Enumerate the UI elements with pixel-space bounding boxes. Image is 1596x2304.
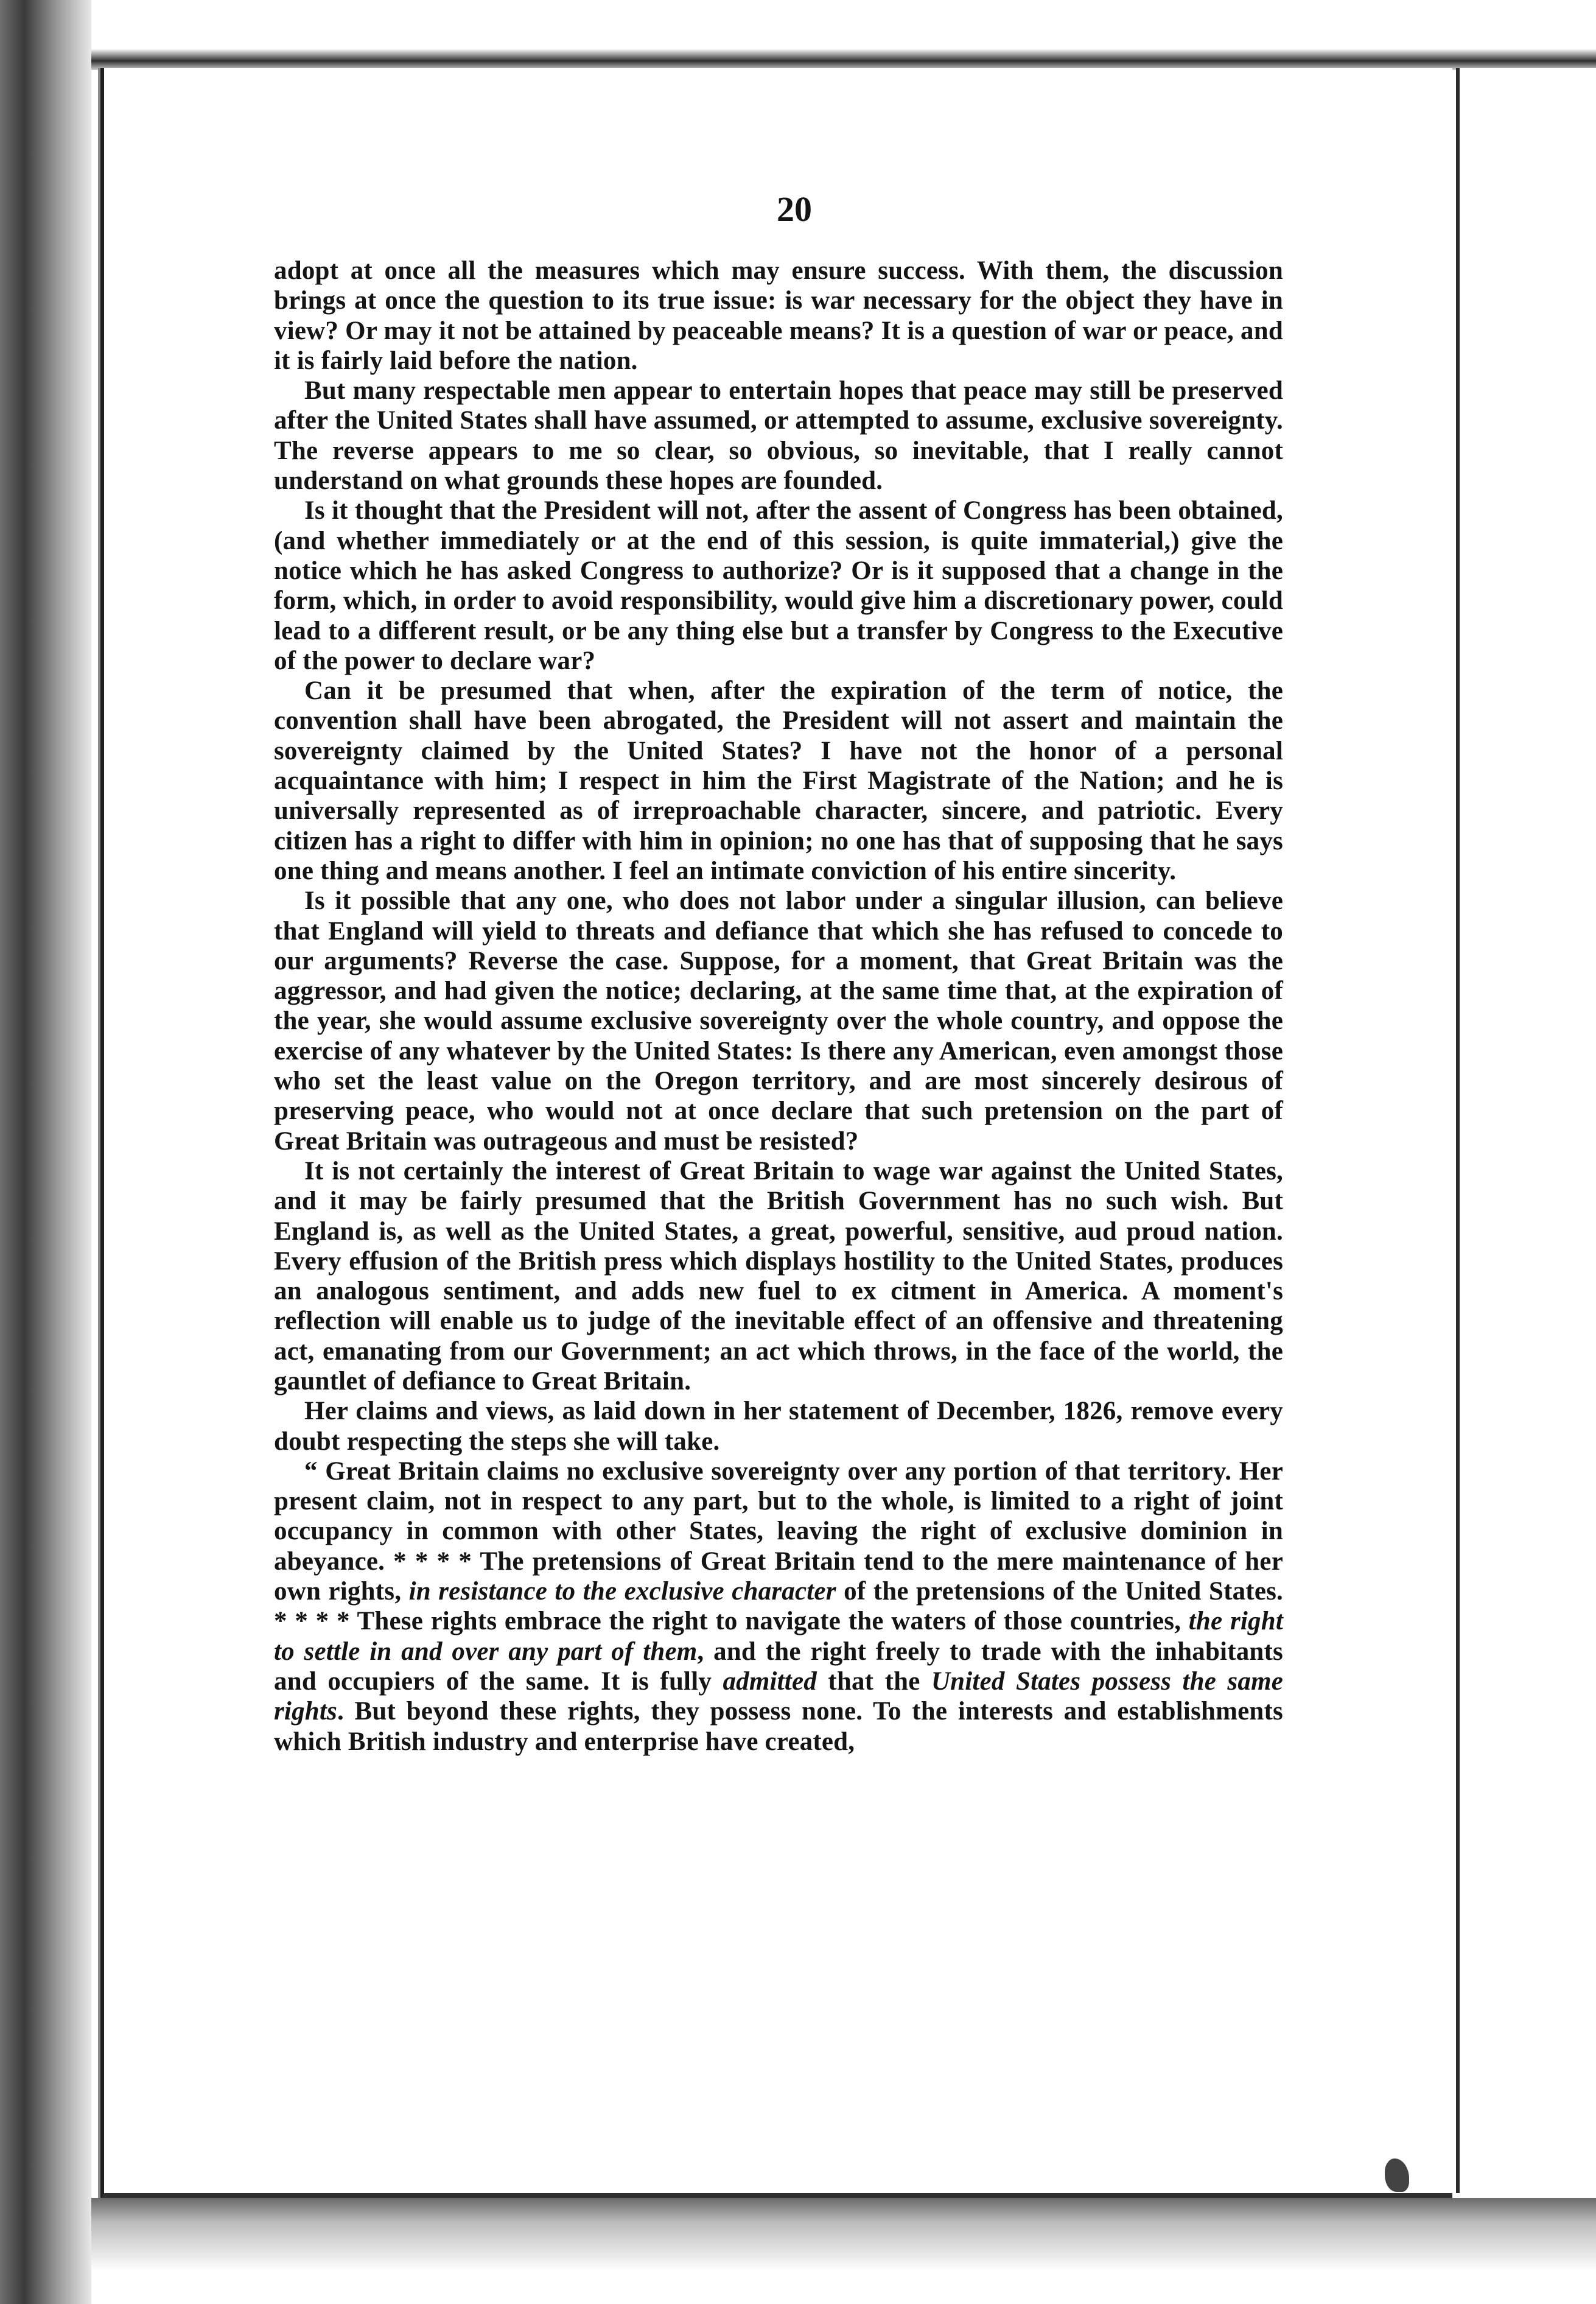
adjacent-page-edge xyxy=(1456,68,1596,2193)
text-run: “ Great Britain claims no exclusive sovereignty over any portion of that territory. Her present claim, not in respect to any part, but to the whole, is limited to a right of joint occupancy in common with other States, leaving the right of exclusive dominion in abeyance. * * * * The pretensions of Great Britain tend to the mere maintenance of her own rights, xyxy=(274,1456,1283,1606)
paragraph xyxy=(274,1156,1283,1396)
book-edge-top xyxy=(91,0,1596,70)
paragraph xyxy=(274,1396,1283,1456)
text-run: that the xyxy=(816,1667,931,1696)
text-run: . But beyond these rights, they possess none. To the interests and establishments which British industry and enterprise have created, xyxy=(274,1697,1283,1756)
paragraph xyxy=(274,496,1283,676)
text-run: It is not certainly the interest of Great Britain to wage war against the United States, and it may be fairly presumed that the British Government has no such wish. But England is, as well as the United States, a great, powerful, sensitive, aud proud nation. Every effusion of the British press which displays hostility to the United States, produces an analogous sentiment, and adds new fuel to ex citment in America. A moment's reflection will enable us to judge of the inevitable effect of an offensive and threatening act, emanating from our Government; an act which throws, in the face of the world, the gauntlet of defiance to Great Britain. xyxy=(274,1156,1283,1396)
book-edge-left xyxy=(0,0,91,2304)
body-text xyxy=(274,256,1283,1757)
text-run: , and the right freely to trade with the inhabitants and occupiers of the same. It is fully xyxy=(274,1637,1283,1696)
text-run: Her claims and views, as laid down in her statement of December, 1826, remove every doubt respecting the steps she will take. xyxy=(274,1397,1283,1456)
book-edge-bottom xyxy=(91,2198,1596,2304)
paragraph xyxy=(274,886,1283,1156)
italic-text-run: admitted xyxy=(723,1667,817,1696)
paragraph xyxy=(274,376,1283,496)
text-run: of the pretensions of the United States. * * * * These rights embrace the right to navigate the waters of those countries, xyxy=(274,1577,1283,1636)
italic-text-run: United States possess the same rights xyxy=(274,1667,1284,1726)
text-run: adopt at once all the measures which may ensure success. With them, the discussion brings at once the question to its true issue: is war necessary for the object they have in view? Or may it not be attained by peaceable means? It is a question of war or peace, and it is fairly laid before the nation. xyxy=(274,256,1283,375)
paragraph xyxy=(274,256,1283,376)
text-run: Is it thought that the President will not, after the assent of Congress has been obtained, (and whether immediately or at the end of this session, is quite immaterial,) give the notice which he has asked Congress to authorize? Or is it supposed that a change in the form, which, in order to avoid responsibility, would give him a discretionary power, could lead to a different result, or be any thing else but a transfer by Congress to the Executive of the power to declare war? xyxy=(274,496,1283,675)
page-number: 20 xyxy=(777,189,812,229)
paragraph xyxy=(274,1456,1283,1757)
paragraph xyxy=(274,676,1283,886)
text-run: Can it be presumed that when, after the expiration of the term of notice, the convention shall have been abrogated, the President will not assert and maintain the sovereignty claimed by the United States? I have not the honor of a personal acquaintance with him; I respect in him the First Magistrate of the Nation; and he is universally represented as of irreproachable character, sincere, and patriotic. Every citizen has a right to differ with him in opinion; no one has that of supposing that he says one thing and means another. I feel an intimate conviction of his entire sincerity. xyxy=(274,676,1283,885)
italic-text-run: in resistance to the exclusive character xyxy=(408,1577,836,1606)
italic-text-run: the right to settle in and over any part of them xyxy=(274,1607,1283,1666)
text-run: Is it possible that any one, who does not labor under a singular illusion, can believe that England will yield to threats and defiance that which she has refused to concede to our arguments? Reverse the case. Suppose, for a moment, that Great Britain was the aggressor, and had given the notice; declaring, at the same time that, at the expiration of the year, she would assume exclusive sovereignty over the whole country, and oppose the exercise of any whatever by the United States: Is there any American, even amongst those who set the least value on the Oregon territory, and are most sincerely desirous of preserving peace, who would not at once declare that such pretension on the part of Great Britain was outrageous and must be resisted? xyxy=(274,887,1283,1156)
text-run: But many respectable men appear to entertain hopes that peace may still be preserved after the United States shall have assumed, or attempted to assume, exclusive sovereignty. The reverse appears to me so clear, so obvious, so inevitable, that I really cannot understand on what grounds these hopes are founded. xyxy=(274,376,1283,496)
